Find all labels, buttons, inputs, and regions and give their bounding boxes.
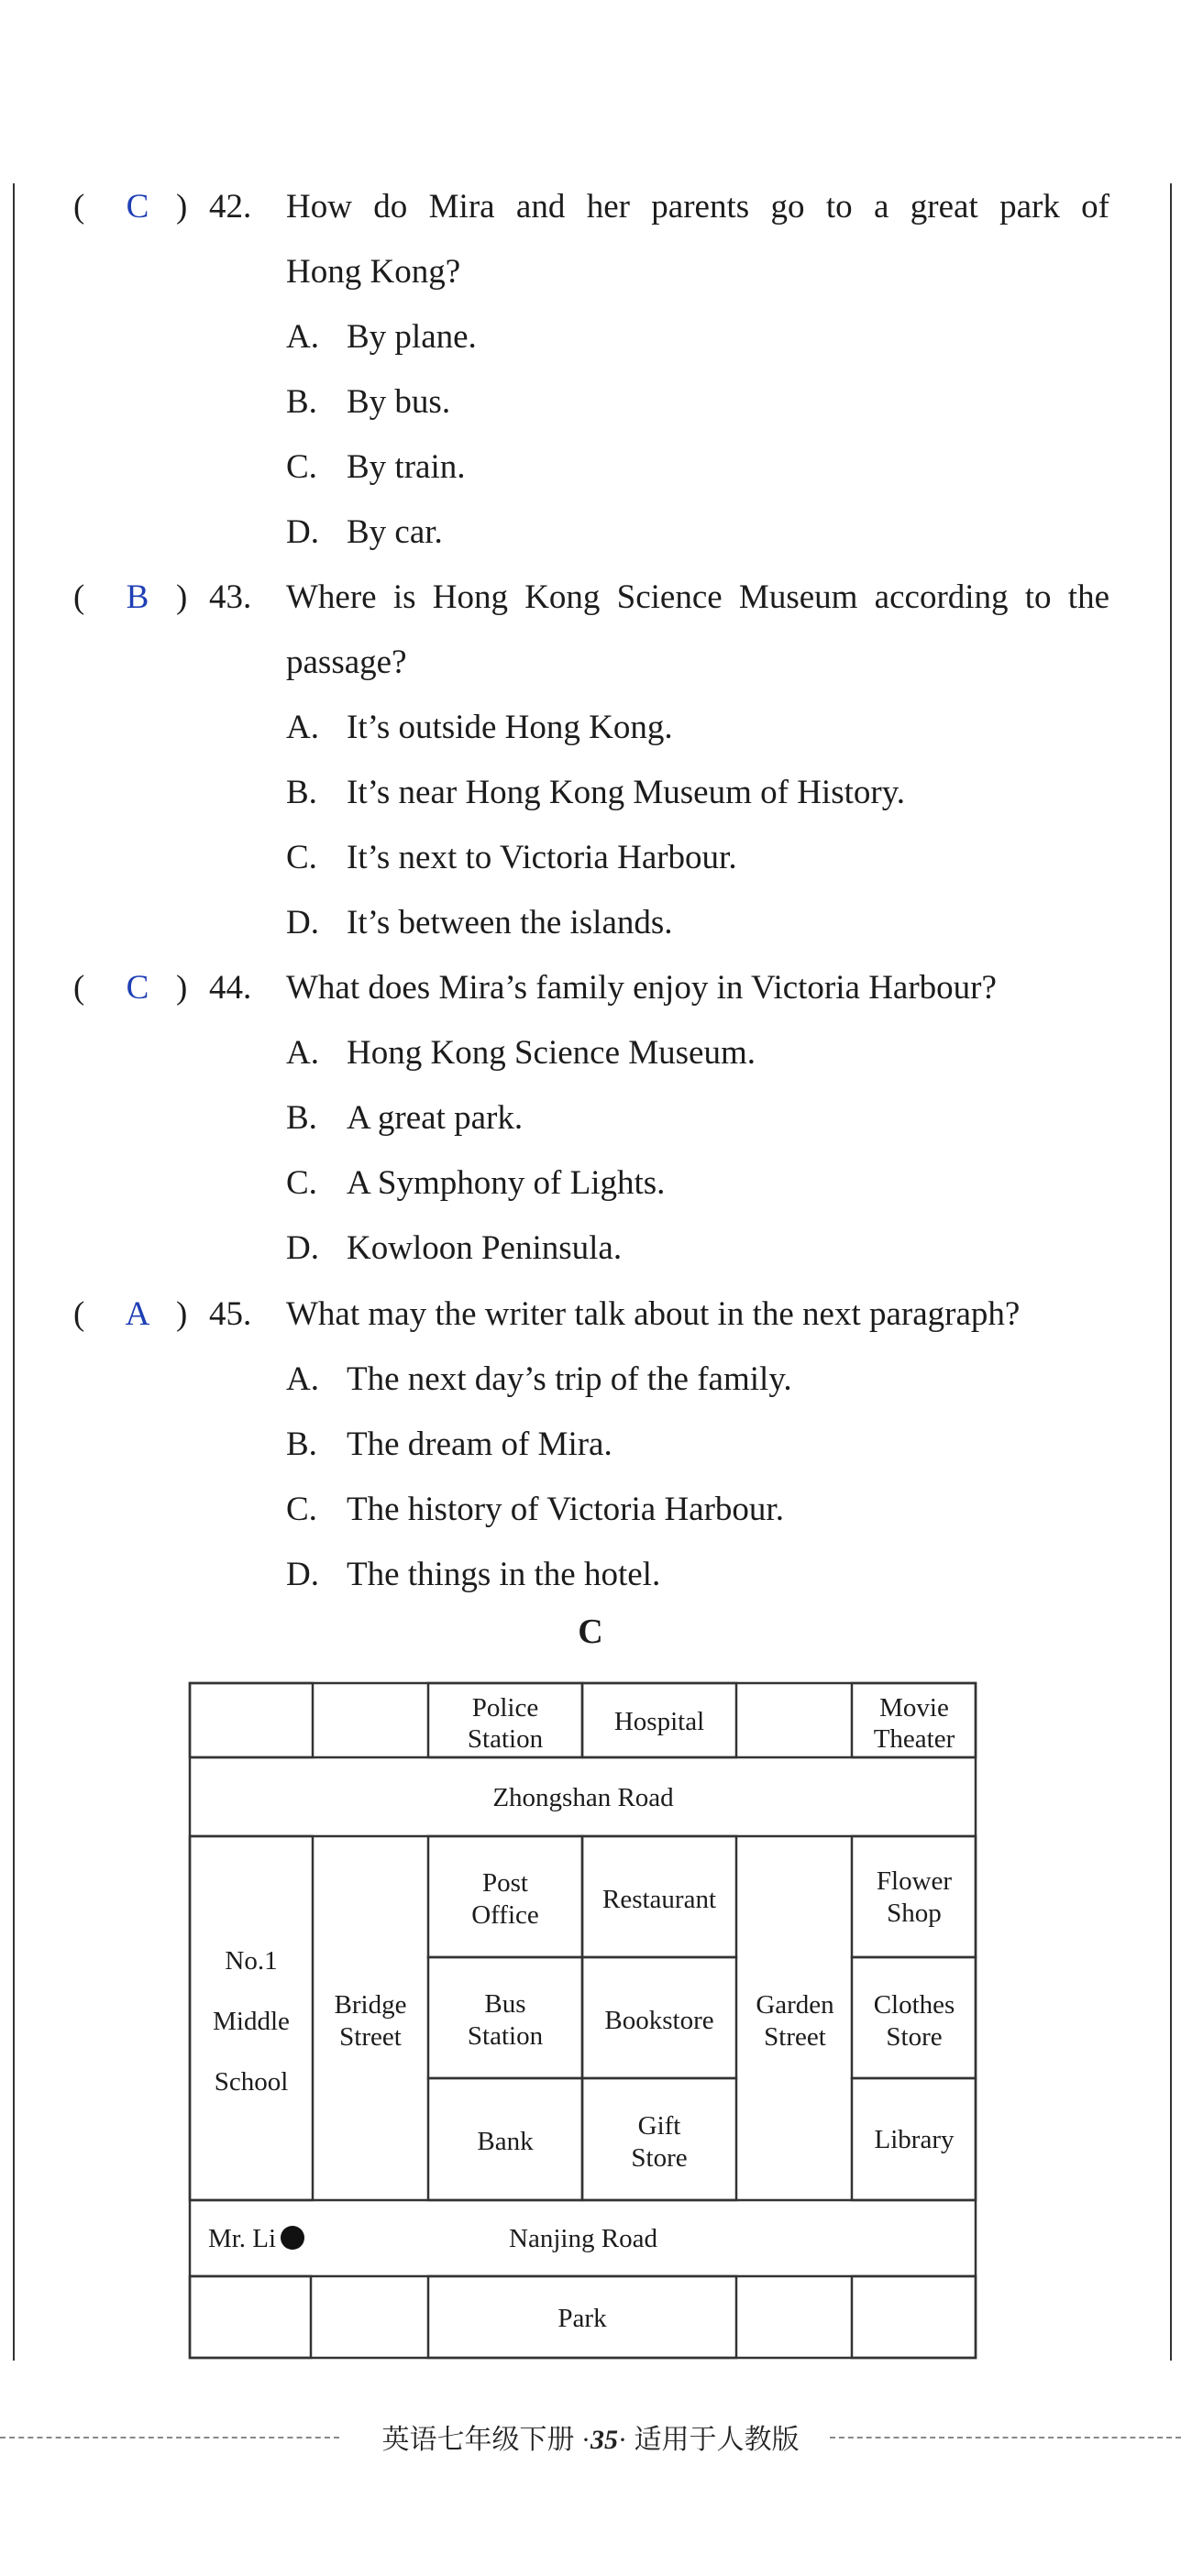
map-block-park [428, 2276, 736, 2358]
map-block-top-left [190, 1683, 313, 1757]
school-label-2: Middle [213, 2007, 290, 2036]
option-c: C. It’s next to Victoria Harbour. [286, 839, 737, 876]
question-45: ( A ) 45. What may the writer talk about in the next paragraph? A. The next day’s trip of the family. B. The dream of Mira. C. The history of Victoria Harbour. D. The things in the hotel. [73, 1282, 1109, 1607]
option-a: A. By plane. [286, 318, 477, 356]
bus-station-label-2: Station [467, 2021, 544, 2051]
map-block-movie-theater [852, 1683, 976, 1757]
police-station-label-2: Station [467, 1724, 544, 1754]
option-a: A. The next day’s trip of the family. [286, 1360, 792, 1398]
page-footer: 英语七年级下册 ·35· 适用于人教版 [0, 2409, 1181, 2464]
map-block-bottom-right [852, 2276, 976, 2358]
map-block-library [852, 2078, 976, 2200]
school-label: No.1 [225, 1946, 278, 1976]
school-label-3: School [214, 2067, 289, 2097]
option-c: C. By train. [286, 448, 466, 486]
page-number: 35 [590, 2425, 618, 2455]
option-d: D. Kowloon Peninsula. [286, 1229, 623, 1267]
post-office-label: Post [482, 1868, 528, 1898]
option-a: A. Hong Kong Science Museum. [286, 1034, 756, 1072]
garden-street-label: Garden [756, 1990, 834, 2020]
gift-store-label-2: Store [631, 2143, 688, 2173]
map-block-bottom-left [190, 2276, 311, 2358]
question-stem-42: How do Mira and her parents go to a great park of [286, 188, 1109, 226]
bus-station-label: Bus [484, 1989, 526, 2019]
library-label: Library [874, 2125, 955, 2154]
map-block-bookstore [582, 1957, 736, 2078]
footer-book-title: 英语七年级下册 [381, 2425, 575, 2455]
map-block-school [190, 1836, 313, 2200]
clothes-store-label: Clothes [873, 1990, 955, 2020]
map-block-gift-store [582, 2078, 736, 2200]
answer-44: C [126, 969, 149, 1007]
question-number-43: 43. [209, 578, 252, 616]
question-43: ( B ) 43. Where is Hong Kong Science Museum according to the passage? A. It’s outside Hong Kong. B. It’s near Hong Kong Museum of History. C. It’s next to Victoria Harbour. D. It’s between the islands. [73, 565, 1109, 955]
option-d: D. The things in the hotel. [286, 1556, 661, 1593]
mr-li-location-marker [281, 2226, 304, 2250]
answer-43: B [126, 578, 149, 616]
option-b: B. By bus. [286, 383, 451, 421]
option-b: B. The dream of Mira. [286, 1426, 613, 1463]
option-d: D. By car. [286, 513, 443, 551]
left-border-line [13, 183, 15, 2361]
footer-edition: 适用于人教版 [634, 2425, 800, 2455]
movie-theater-label-2: Theater [873, 1724, 955, 1754]
park-label: Park [557, 2304, 607, 2333]
option-b: B. It’s near Hong Kong Museum of History. [286, 774, 906, 811]
map-block-restaurant [582, 1836, 736, 1957]
question-42: ( C ) 42. How do Mira and her parents go to a great park of Hong Kong? A. By plane. B. By bus. C. By train. D. By car. [73, 174, 1109, 565]
movie-theater-label: Movie [879, 1693, 949, 1723]
answer-45: A [125, 1295, 150, 1333]
bookstore-label: Bookstore [604, 2006, 714, 2035]
map-block-post-office [428, 1836, 582, 1957]
question-44: ( C ) 44. What does Mira’s family enjoy in Victoria Harbour? A. Hong Kong Science Museum. B. A great park. C. A Symphony of Lights. D. Kowloon Peninsula. [73, 955, 1109, 1281]
option-d: D. It’s between the islands. [286, 904, 673, 941]
map-block-bank [428, 2078, 582, 2200]
clothes-store-label-2: Store [886, 2022, 943, 2052]
post-office-label-2: Office [471, 1900, 539, 1930]
question-number-44: 44. [209, 969, 252, 1007]
question-stem-44: What does Mira’s family enjoy in Victoria Harbour? [286, 969, 997, 1007]
bridge-street-label: Bridge [334, 1990, 407, 2020]
flower-shop-label-2: Shop [887, 1899, 942, 1928]
garden-street-label-2: Street [764, 2022, 826, 2052]
flower-shop-label: Flower [876, 1866, 953, 1896]
question-number-42: 42. [209, 188, 252, 226]
gift-store-label: Gift [637, 2111, 681, 2141]
map-block-police-station [428, 1683, 582, 1757]
question-stem-continued-43: passage? [286, 644, 407, 681]
hospital-label: Hospital [613, 1707, 705, 1736]
mr-li-label: Mr. Li [207, 2224, 277, 2253]
option-c: C. The history of Victoria Harbour. [286, 1491, 784, 1528]
nanjing-road-label: Nanjing Road [509, 2224, 657, 2253]
question-stem-continued-42: Hong Kong? [286, 253, 461, 291]
question-stem-45: What may the writer talk about in the next paragraph? [286, 1295, 1021, 1333]
bridge-street-label-2: Street [339, 2022, 402, 2052]
right-border-line [1170, 183, 1172, 2361]
bank-label: Bank [477, 2127, 534, 2156]
restaurant-label: Restaurant [602, 1885, 717, 1914]
question-number-45: 45. [209, 1295, 252, 1333]
map-block-clothes-store [852, 1957, 976, 2078]
option-c: C. A Symphony of Lights. [286, 1164, 666, 1202]
option-b: B. A great park. [286, 1099, 524, 1137]
question-stem-43: Where is Hong Kong Science Museum according to the [286, 578, 1109, 616]
option-a: A. It’s outside Hong Kong. [286, 709, 673, 746]
answer-42: C [126, 188, 149, 226]
zhongshan-road-label: Zhongshan Road [492, 1783, 674, 1812]
map-block-flower-shop [852, 1836, 976, 1957]
map-block-bus-station [428, 1957, 582, 2078]
map-outer-border [190, 1683, 976, 2358]
map-block-hospital [582, 1683, 736, 1757]
section-title: C [578, 1613, 603, 1651]
police-station-label: Police [471, 1693, 539, 1723]
